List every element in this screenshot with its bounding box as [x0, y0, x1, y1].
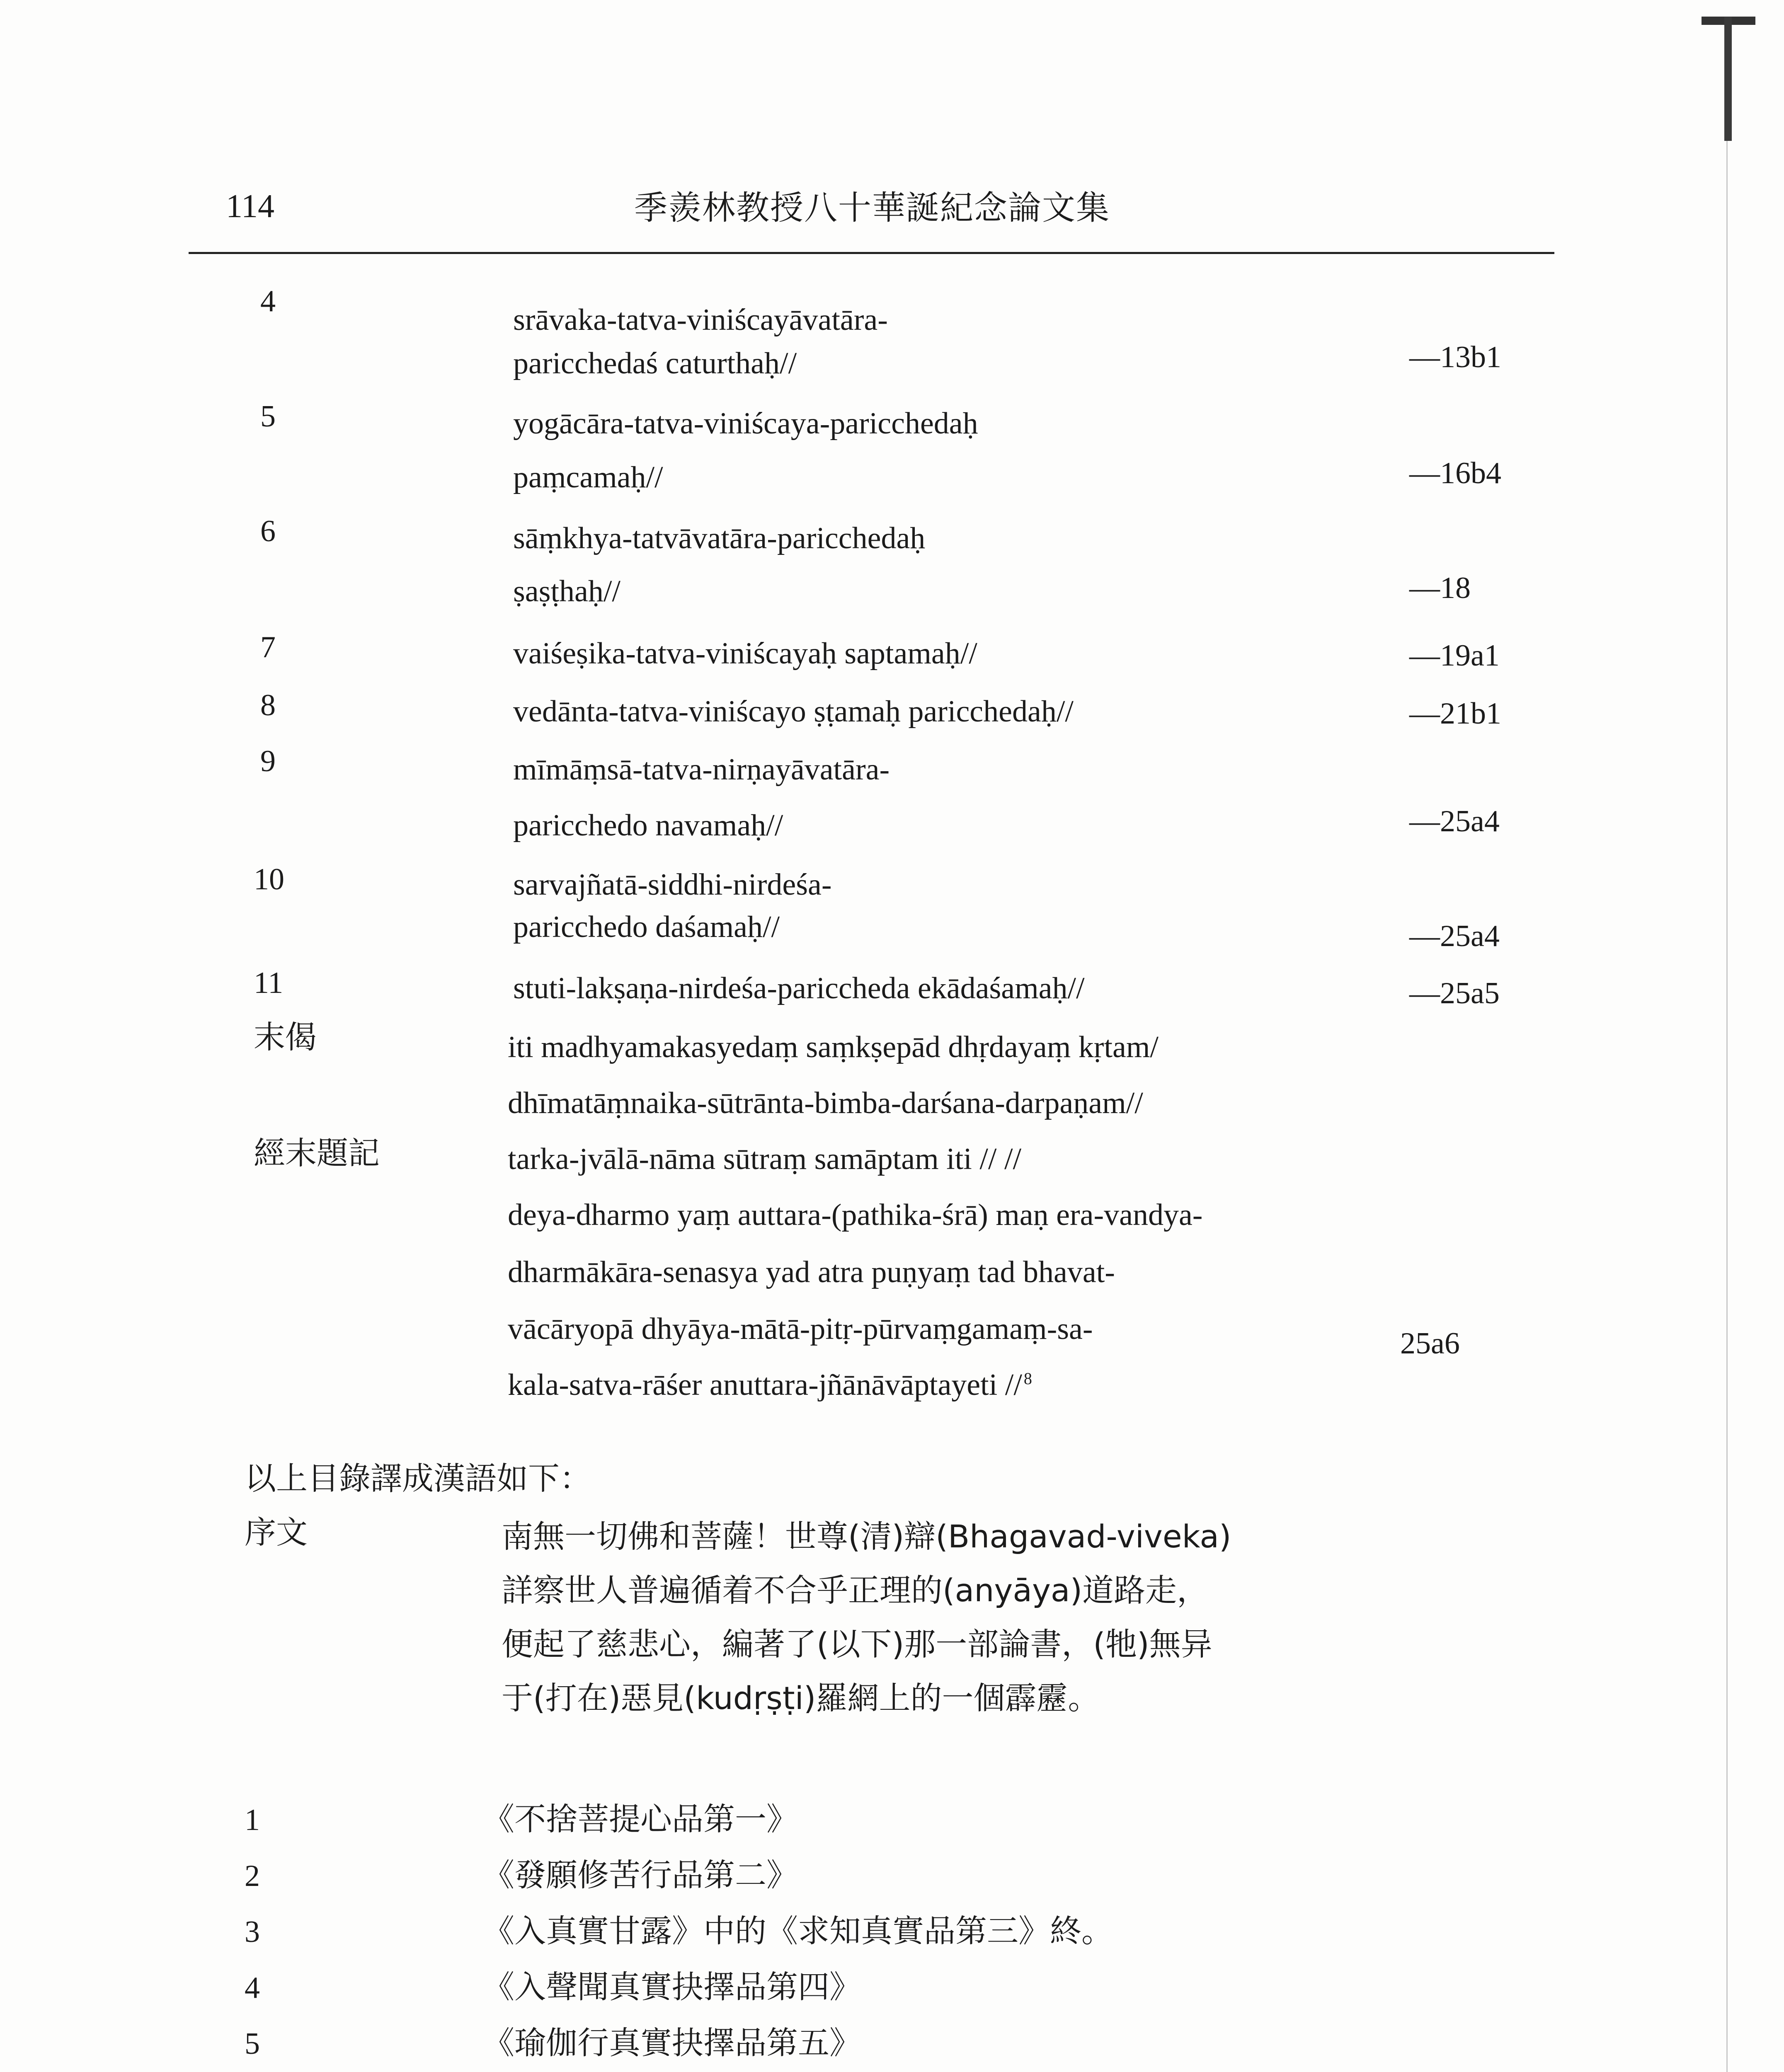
entry-text-line: paricchedo navamaḥ// [513, 808, 783, 842]
entry-number: 10 [254, 862, 284, 896]
header-rule [189, 252, 1554, 254]
preface-label: 序文 [245, 1514, 308, 1551]
entry-text-line: iti madhyamakasyedaṃ saṃkṣepād dhṛdayaṃ kṛtam/ [508, 1030, 1159, 1064]
chapter-title: 《入真實甘露》中的《求知真實品第三》終。 [483, 1912, 1113, 1949]
entry-text-line: vācāryopā dhyāya-mātā-pitṛ-pūrvaṃgamaṃ-sa- [508, 1312, 1093, 1346]
scan-edge-line [1726, 25, 1728, 2072]
chapter-title: 《發願修苦行品第二》 [483, 1857, 798, 1893]
entry-folio-ref: —18 [1409, 571, 1471, 605]
translation-intro: 以上目錄譯成漢語如下： [245, 1460, 591, 1497]
running-title: 季羨林教授八十華誕紀念論文集 [634, 189, 1110, 227]
preface-line: 便起了慈悲心，編著了(以下)那一部論書，(牠)無异 [502, 1626, 1212, 1663]
chapter-number: 1 [245, 1803, 260, 1837]
chapter-number: 3 [245, 1915, 260, 1949]
entry-number: 5 [260, 399, 276, 433]
entry-text-line: stuti-lakṣaṇa-nirdeśa-pariccheda ekādaśamaḥ// [513, 971, 1085, 1005]
entry-folio-ref: —25a5 [1409, 976, 1500, 1010]
entry-number: 8 [260, 688, 276, 722]
colophon-last-line: kala-satva-rāśer anuttara-jñānāvāptayeti // [508, 1368, 1022, 1402]
closing-verse-label: 末偈 [254, 1019, 317, 1055]
entry-text-line: sarvajñatā-siddhi-nirdeśa- [513, 868, 832, 902]
entry-text-line: dharmākāra-senasya yad atra puṇyaṃ tad bhavat- [508, 1255, 1115, 1289]
entry-number: 6 [260, 514, 276, 548]
entry-text-line: tarka-jvālā-nāma sūtraṃ samāptam iti // // [508, 1142, 1022, 1176]
entry-folio-ref: —16b4 [1409, 456, 1501, 490]
preface-line: 于(打在)惡見(kudṛṣṭi)羅網上的一個霹靂。 [502, 1680, 1100, 1716]
scan-edge-mark-vertical [1724, 17, 1732, 141]
entry-text-line: paṃcamaḥ// [513, 460, 663, 494]
entry-text-line: ṣaṣṭhaḥ// [513, 574, 621, 608]
entry-text-line: vedānta-tatva-viniścayo ṣṭamaḥ paricchedaḥ// [513, 695, 1074, 729]
entry-text-line: vaiśeṣika-tatva-viniścayaḥ saptamaḥ// [513, 637, 977, 670]
chapter-title: 《入聲聞真實抉擇品第四》 [483, 1968, 861, 2005]
entry-text-line: deya-dharmo yaṃ auttara-(pathika-śrā) maṇ era-vandya- [508, 1198, 1203, 1232]
entry-text-line: paricchedaś caturthaḥ// [513, 346, 797, 380]
entry-number: 4 [260, 284, 276, 318]
entry-text-line: yogācāra-tatva-viniścaya-paricchedaḥ [513, 407, 978, 441]
entry-text-line: srāvaka-tatva-viniścayāvatāra- [513, 303, 888, 337]
colophon-label: 經末題記 [254, 1135, 380, 1172]
entry-text-line: dhīmatāṃnaika-sūtrānta-bimba-darśana-darpaṇam// [508, 1086, 1143, 1120]
entry-folio-ref: —25a4 [1409, 919, 1500, 953]
entry-folio-ref: —21b1 [1409, 697, 1501, 731]
entry-folio-ref: 25a6 [1400, 1326, 1460, 1360]
entry-text-line: paricchedo daśamaḥ// [513, 910, 780, 944]
chapter-number: 4 [245, 1971, 260, 2005]
entry-text-line: mīmāṃsā-tatva-nirṇayāvatāra- [513, 753, 890, 787]
chapter-number: 2 [245, 1859, 260, 1893]
entry-folio-ref: —25a4 [1409, 804, 1500, 838]
entry-text-line: sāṃkhya-tatvāvatāra-paricchedaḥ [513, 521, 926, 555]
preface-line: 詳察世人普遍循着不合乎正理的(anyāya)道路走， [502, 1572, 1209, 1609]
chapter-title: 《瑜伽行真實抉擇品第五》 [483, 2024, 861, 2061]
entry-number: 7 [260, 630, 276, 664]
entry-number: 11 [254, 966, 284, 1000]
entry-folio-ref: —13b1 [1409, 340, 1501, 374]
chapter-number: 5 [245, 2027, 260, 2061]
entry-text-line [508, 1370, 1032, 1400]
entry-folio-ref: —19a1 [1409, 639, 1500, 673]
page-number: 114 [226, 188, 275, 225]
preface-line: 南無一切佛和菩薩！世尊(清)辯(Bhagavad-viveka) [502, 1518, 1231, 1555]
chapter-title: 《不捨菩提心品第一》 [483, 1801, 798, 1837]
footnote-marker: 8 [1023, 1369, 1032, 1388]
entry-number: 9 [260, 744, 276, 778]
